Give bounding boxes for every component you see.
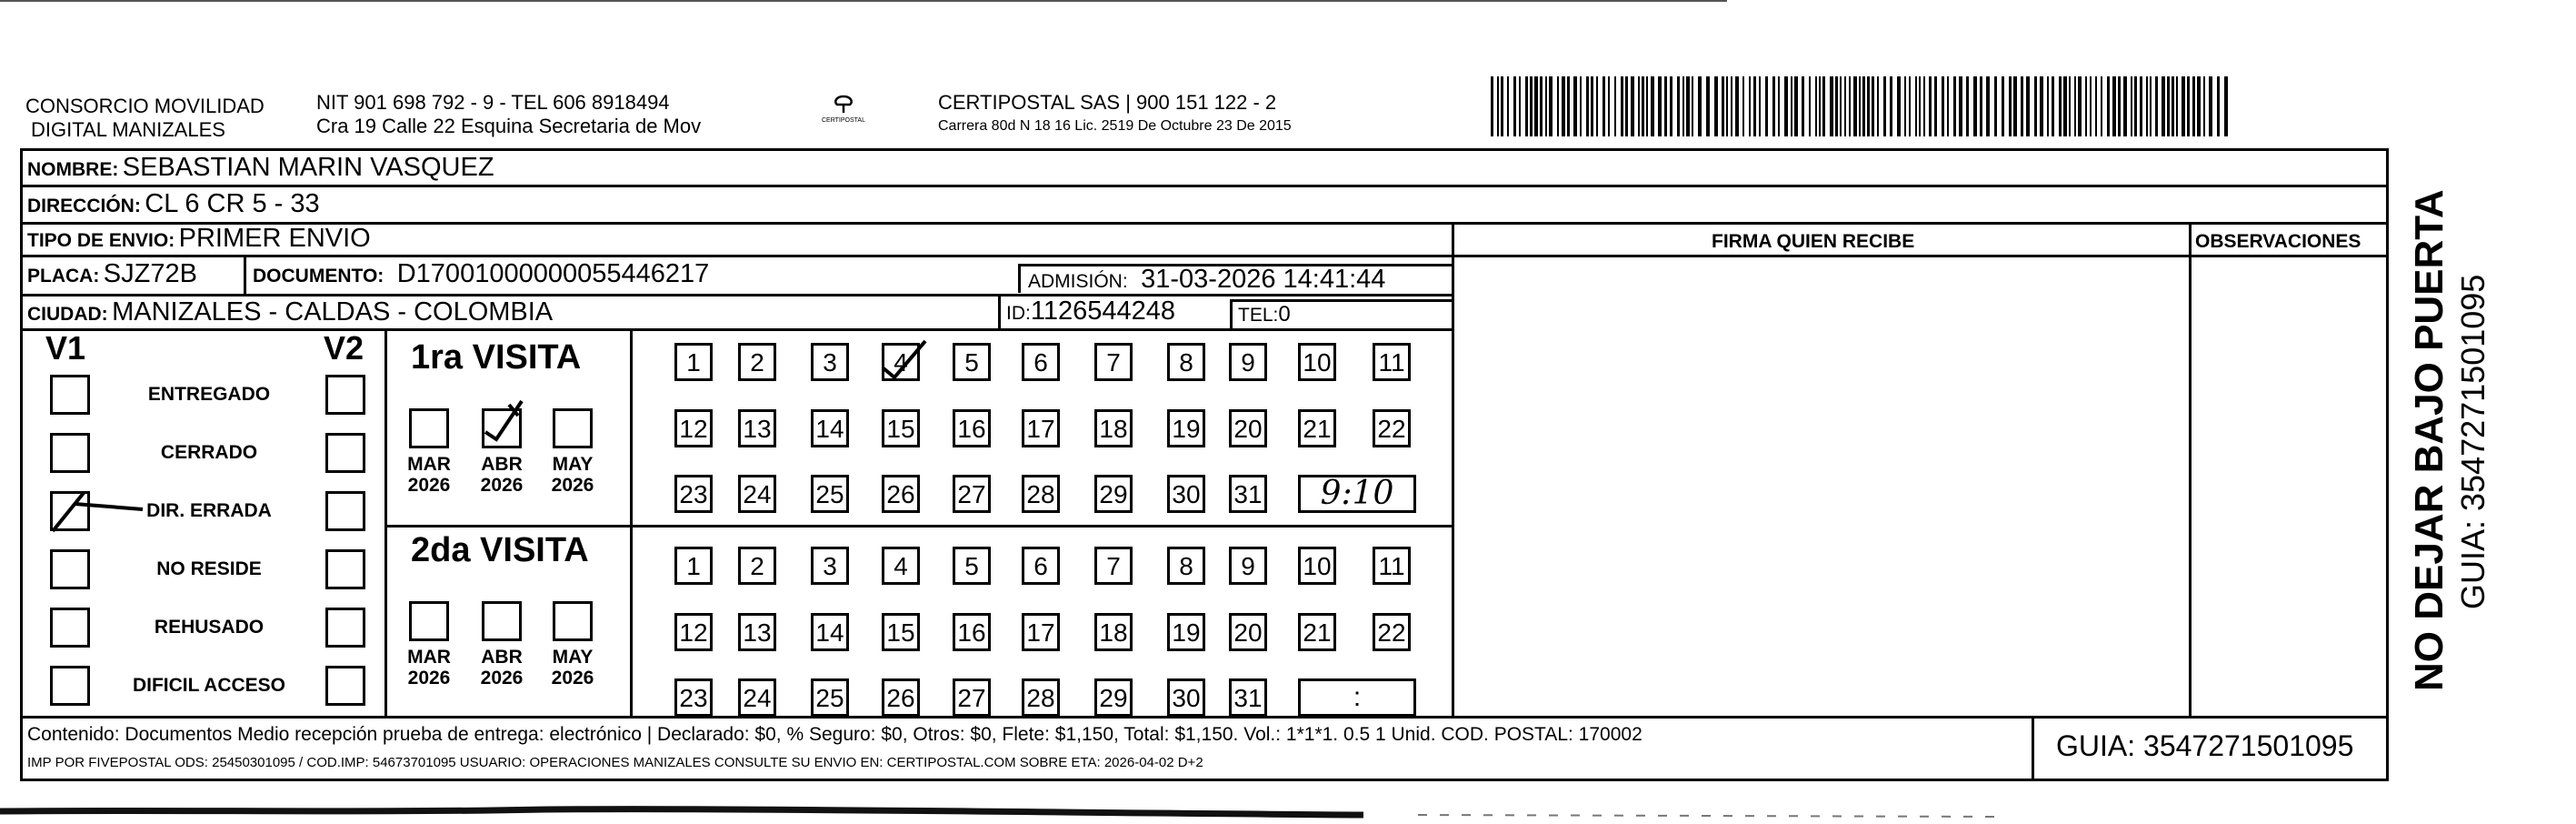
- month-label: MAY 2026: [551, 454, 594, 496]
- tipo-row: [27, 224, 371, 257]
- carrier-line2: Carrera 80d N 18 16 Lic. 2519 De Octubre 23 De 2015: [938, 118, 1292, 134]
- day-box[interactable]: 17: [1022, 613, 1060, 651]
- day-box[interactable]: 26: [882, 475, 920, 513]
- divider: [20, 294, 1452, 296]
- placa-value: SJZ72B: [103, 259, 197, 288]
- status-label: DIFICIL ACCESO: [132, 675, 285, 696]
- ciudad-label: CIUDAD:: [27, 304, 108, 325]
- day-box[interactable]: 21: [1298, 409, 1336, 447]
- admision-value: 31-03-2026 14:41:44: [1141, 265, 1386, 294]
- day-box[interactable]: 14: [811, 613, 849, 651]
- divider: [244, 255, 246, 294]
- placa-label: PLACA:: [27, 266, 100, 286]
- status-label: NO RESIDE: [156, 558, 262, 579]
- day-box[interactable]: 17: [1022, 409, 1060, 447]
- carrier-details: [938, 91, 1292, 136]
- side-guia: GUIA: 3547271501095: [2454, 274, 2491, 609]
- scan-top-edge: [0, 0, 1727, 2]
- divider: [384, 328, 387, 716]
- handwritten-check-mark: [878, 337, 933, 385]
- v1-checkbox[interactable]: [50, 549, 90, 589]
- tel-value: 0: [1278, 302, 1291, 327]
- admision-box: [1018, 264, 1452, 293]
- day-box[interactable]: 30: [1167, 678, 1205, 717]
- sender-company: [25, 95, 265, 142]
- day-box[interactable]: 28: [1022, 678, 1060, 717]
- tipo-value: PRIMER ENVIO: [178, 224, 371, 253]
- firma-left-border: [1452, 222, 1454, 716]
- sender-details: [316, 91, 701, 138]
- day-box[interactable]: 6: [1022, 343, 1060, 381]
- day-box[interactable]: 18: [1094, 409, 1133, 447]
- day-box[interactable]: 23: [674, 678, 713, 717]
- v2-checkbox[interactable]: [325, 549, 365, 589]
- tipo-label: TIPO DE ENVIO:: [27, 230, 175, 251]
- v2-checkbox[interactable]: [325, 375, 365, 415]
- day-box[interactable]: 12: [674, 613, 713, 651]
- month-label: ABR 2026: [480, 454, 524, 496]
- day-box[interactable]: 18: [1094, 613, 1133, 651]
- day-box[interactable]: 30: [1167, 475, 1205, 513]
- day-box[interactable]: 16: [953, 409, 991, 447]
- day-box[interactable]: 31: [1229, 678, 1267, 717]
- day-box[interactable]: 5: [953, 343, 991, 381]
- visit-time-box[interactable]: 9:10: [1298, 475, 1416, 513]
- nombre-label: NOMBRE:: [27, 159, 119, 180]
- day-box[interactable]: 11: [1373, 547, 1411, 585]
- day-box[interactable]: 19: [1167, 409, 1205, 447]
- divider: [20, 328, 1452, 331]
- status-label: ENTREGADO: [147, 384, 271, 405]
- visits-divider: [384, 525, 1452, 528]
- v2-header: V2: [324, 329, 364, 367]
- month-checkbox[interactable]: [409, 408, 449, 448]
- documento-label: DOCUMENTO:: [253, 266, 384, 286]
- id-value: 1126544248: [1030, 296, 1175, 326]
- divider: [20, 255, 2389, 257]
- day-box[interactable]: 3: [811, 343, 849, 381]
- certipostal-logo: [816, 95, 871, 124]
- day-box[interactable]: 28: [1022, 475, 1060, 513]
- day-box[interactable]: 11: [1373, 343, 1411, 381]
- nit-line: NIT 901 698 792 - 9 - TEL 606 8918494: [316, 91, 670, 114]
- ciudad-row: [27, 297, 553, 331]
- day-box[interactable]: 8: [1167, 343, 1205, 381]
- id-label: ID:: [1006, 303, 1031, 324]
- logo-text: CERTIPOSTAL: [822, 117, 865, 124]
- v1-checkbox[interactable]: [50, 666, 90, 706]
- month-checkbox[interactable]: [409, 601, 449, 641]
- barcode: [1491, 76, 2236, 138]
- day-box[interactable]: 29: [1094, 475, 1133, 513]
- day-box[interactable]: 22: [1373, 613, 1411, 651]
- observaciones-left-border: [2189, 222, 2192, 716]
- v2-checkbox[interactable]: [325, 491, 365, 531]
- day-box[interactable]: 29: [1094, 678, 1133, 717]
- v2-checkbox[interactable]: [325, 666, 365, 706]
- day-box[interactable]: 21: [1298, 613, 1336, 651]
- month-checkbox[interactable]: [553, 408, 593, 448]
- day-box[interactable]: 7: [1094, 343, 1133, 381]
- month-label: MAR 2026: [407, 647, 451, 688]
- day-box[interactable]: 1: [674, 343, 713, 381]
- firma-header: FIRMA QUIEN RECIBE: [1712, 231, 1915, 252]
- day-box[interactable]: 14: [811, 409, 849, 447]
- day-box[interactable]: 10: [1298, 547, 1336, 585]
- nombre-row: [27, 151, 494, 188]
- day-box[interactable]: 23: [674, 475, 713, 513]
- day-box[interactable]: 16: [953, 613, 991, 651]
- month-label: MAR 2026: [407, 454, 451, 496]
- placa-row: [27, 258, 197, 294]
- day-box[interactable]: 27: [953, 678, 991, 717]
- visit-time-box[interactable]: :: [1298, 678, 1416, 717]
- tel-box: [1230, 299, 1452, 328]
- status-label: REHUSADO: [154, 617, 265, 638]
- day-box[interactable]: 15: [882, 409, 920, 447]
- day-box[interactable]: 9: [1229, 547, 1267, 585]
- sender-address: Cra 19 Calle 22 Esquina Secretaria de Mov: [316, 115, 702, 137]
- direccion-row: [27, 188, 320, 224]
- day-box[interactable]: 25: [811, 475, 849, 513]
- day-box[interactable]: 20: [1229, 409, 1267, 447]
- v1-checkbox[interactable]: [50, 433, 90, 473]
- day-box[interactable]: 19: [1167, 613, 1205, 651]
- divider: [20, 185, 2389, 187]
- v1-header: V1: [45, 329, 86, 367]
- day-box[interactable]: 3: [811, 547, 849, 585]
- day-box[interactable]: 24: [738, 678, 776, 717]
- v1-checkbox[interactable]: [50, 375, 90, 415]
- ciudad-value: MANIZALES - CALDAS - COLOMBIA: [112, 297, 554, 327]
- divider: [20, 222, 2389, 225]
- day-box[interactable]: 22: [1373, 409, 1411, 447]
- divider: [630, 328, 633, 716]
- day-box[interactable]: 24: [738, 475, 776, 513]
- day-box[interactable]: 13: [738, 613, 776, 651]
- day-box[interactable]: 13: [738, 409, 776, 447]
- documento-value: D17001000000055446217: [396, 259, 710, 288]
- day-box[interactable]: 7: [1094, 547, 1133, 585]
- direccion-label: DIRECCIÓN:: [27, 196, 141, 216]
- v2-checkbox[interactable]: [325, 433, 365, 473]
- contenido-text: Contenido: Documentos Medio recepción prueba de entrega: electrónico | Declarado: $0, % Seguro: $0, Otros: $0, Flete: $1,150, Total: $1,150. Vol.: 1*1*1. 0.5 1 Unid. COD. POSTAL: 170002: [27, 724, 1642, 745]
- divider: [2032, 716, 2034, 781]
- handwritten-check-mark: [47, 486, 147, 537]
- month-checkbox[interactable]: [553, 601, 593, 641]
- admision-label: ADMISIÓN:: [1028, 271, 1128, 292]
- guia-footer-box: GUIA: 3547271501095: [2056, 729, 2354, 762]
- month-checkbox[interactable]: [482, 601, 522, 641]
- tel-label: TEL:: [1238, 305, 1279, 326]
- day-box[interactable]: 31: [1229, 475, 1267, 513]
- v1-checkbox[interactable]: [50, 608, 90, 648]
- status-label: DIR. ERRADA: [146, 500, 272, 521]
- observaciones-header: OBSERVACIONES: [2195, 231, 2361, 252]
- direccion-value: CL 6 CR 5 - 33: [145, 189, 320, 218]
- day-box[interactable]: 9: [1229, 343, 1267, 381]
- certipostal-logo-icon: [830, 95, 857, 115]
- day-box[interactable]: 25: [811, 678, 849, 717]
- day-box[interactable]: 1: [674, 547, 713, 585]
- month-label: MAY 2026: [551, 647, 594, 688]
- day-box[interactable]: 12: [674, 409, 713, 447]
- day-box[interactable]: 8: [1167, 547, 1205, 585]
- day-box[interactable]: 6: [1022, 547, 1060, 585]
- scan-bottom-edge: [0, 799, 2576, 824]
- day-box[interactable]: 10: [1298, 343, 1336, 381]
- day-box[interactable]: 4: [882, 343, 920, 381]
- day-box[interactable]: 27: [953, 475, 991, 513]
- handwritten-check-mark: [482, 396, 536, 450]
- day-box[interactable]: 2: [738, 343, 776, 381]
- day-box[interactable]: 26: [882, 678, 920, 717]
- second-visit-title: 2da VISITA: [411, 531, 589, 569]
- sender-company-line2: DIGITAL MANIZALES: [31, 118, 225, 141]
- side-warning: NO DEJAR BAJO PUERTA: [2407, 189, 2451, 691]
- day-box[interactable]: 2: [738, 547, 776, 585]
- nombre-value: SEBASTIAN MARIN VASQUEZ: [122, 153, 494, 182]
- sender-company-line1: CONSORCIO MOVILIDAD: [25, 95, 265, 117]
- imp-line: IMP POR FIVEPOSTAL ODS: 25450301095 / COD.IMP: 54673701095 USUARIO: OPERACIONES MANIZALES CONSULTE SU ENVIO EN: CERTIPOSTAL.COM SOBRE ETA: 2026-04-02 D+2: [27, 755, 1203, 770]
- day-box[interactable]: 5: [953, 547, 991, 585]
- day-box[interactable]: 20: [1229, 613, 1267, 651]
- day-box[interactable]: 15: [882, 613, 920, 651]
- first-visit-title: 1ra VISITA: [411, 338, 582, 377]
- month-label: ABR 2026: [480, 647, 524, 688]
- documento-row: [253, 258, 709, 294]
- id-box: [998, 296, 1230, 328]
- v2-checkbox[interactable]: [325, 608, 365, 648]
- carrier-line1: CERTIPOSTAL SAS | 900 151 122 - 2: [938, 91, 1277, 114]
- day-box[interactable]: 4: [882, 547, 920, 585]
- status-label: CERRADO: [160, 442, 258, 463]
